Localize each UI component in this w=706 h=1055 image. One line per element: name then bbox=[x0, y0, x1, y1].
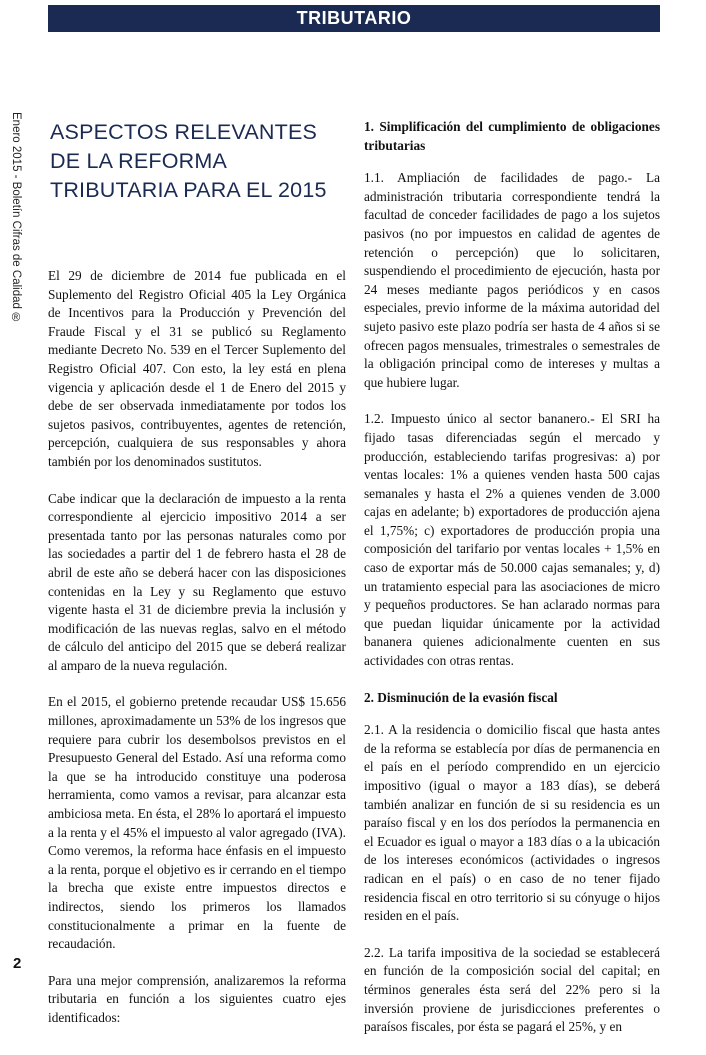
right-column bbox=[364, 118, 660, 1055]
section1-2-paragraph: 1.2. Impuesto único al sector bananero.- El SRI ha fijado tasas diferenciadas según el mercado y producción, estableciendo tarifas progresivas: a) por ventas locales: 1% a quienes venden hasta 500 cajas semanales y hasta el 2% a quienes venden de 3.000 cajas en adelante; b) exportadores de producción ajena el 1,75%; c) exportadores de producción propia una composición del tarifario por ventas locales + 1,5% en caso de exportar más de 50.000 cajas semanales; y, d) un tratamiento especial para las asociaciones de micro y pequeños productores. Se han aclarado normas para que puedan liquidar únicamente por la actividad bananera quienes adicionalmente cuenten en sus actividades con otras rentas. bbox=[364, 411, 660, 669]
section1-heading: 1. Simplificación del cumplimiento de obligaciones tributarias bbox=[364, 119, 660, 153]
axes-intro-paragraph: Para una mejor comprensión, analizaremos la reforma tributaria en función a los siguientes cuatro ejes identificados: bbox=[48, 972, 346, 1025]
page-number: 2 bbox=[13, 955, 22, 972]
article-title: ASPECTOS RELEVANTES DE LA REFORMA TRIBUTARIA PARA EL 2015 bbox=[50, 120, 327, 202]
intro-paragraph: El 29 de diciembre de 2014 fue publicada en el Suplemento del Registro Oficial 405 la Ley Orgánica de Incentivos para la Producción y Prevención del Fraude Fiscal y el 31 se publicó su Reglamento mediante Decreto No. 539 en el Tercer Suplemento del Registro Oficial 407. Con esto, la ley está en plena vigencia y aplicación desde el 1 de Enero del 2015 y debe de ser observada inmediatamente por todos los sujetos pasivos, contribuyentes, agentes de retención, percepción, cualquiera de sus responsables y ahora también por los denominados sustitutos. bbox=[48, 268, 346, 469]
left-column bbox=[48, 267, 346, 1046]
declaration-paragraph: Cabe indicar que la declaración de impuesto a la renta correspondiente al ejercicio impositivo 2014 a ser presentada tanto por las personas naturales como por las sociedades a partir del 1 de febrero hasta el 28 de abril de este año se deberá hacer con las disposiciones contenidas en la Ley y su Reglamento que estuvo vigente hasta el 31 de diciembre previa la inclusión y modificación de las nuevas reglas, salvo en el método de cálculo del anticipo del 2015 que se deberá realizar al amparo de la nueva regulación. bbox=[48, 490, 346, 673]
section1-1-paragraph: 1.1. Ampliación de facilidades de pago.- La administración tributaria correspondiente tendrá la facultad de conceder facilidades de pago a los sujetos pasivos (no por impuestos en calidad de agentes de retención o percepción) que lo solicitaren, suspendiendo el procedimiento de ejecución, hasta por 24 meses mediante pagos periódicos y en casos especiales, previo informe de la máxima autoridad del sujeto pasivo este plazo podría ser hasta de 4 años si se ofrecen pagos mensuales, trimestrales o semestrales de la obligación principal como de intereses y multas a que hubiere lugar. bbox=[364, 170, 660, 390]
section2-1-paragraph: 2.1. A la residencia o domicilio fiscal que hasta antes de la reforma se establecía por días de permanencia en el país en el período comprendido en un ejercicio impositivo (igual o mayor a 183 días), se deberá también analizar en función de si su residencia es un paraíso fiscal y en los dos períodos la permanencia en el Ecuador es igual o mayor a 183 días o a la ubicación de los intereses económicos (actividades o ingresos radican en el país) o en caso de no tener fijado residencia fiscal en otro territorio si su cónyuge o hijos residen en el país. bbox=[364, 722, 660, 924]
section2-2-paragraph: 2.2. La tarifa impositiva de la sociedad se establecerá en función de la composición social del capital; en términos generales ésta será del 22% pero si la inversión proviene de jurisdicciones preferentes o paraísos fiscales, por ésta se pagará el 25%, y en bbox=[364, 944, 660, 1035]
publication-sidebar-label: Enero 2015 - Boletín Cifras de Calidad ® bbox=[10, 112, 22, 325]
section-title: TRIBUTARIO bbox=[296, 8, 412, 28]
revenue-paragraph: En el 2015, el gobierno pretende recaudar US$ 15.656 millones, aproximadamente un 53% de los ingresos que requiere para cubrir los desembolsos previstos en el Presupuesto General del Estado. Así una reforma como la que se ha introducido constituye una poderosa herramienta, como vamos a revisar, para alcanzar esta ambiciosa meta. En ésta, el 28% lo aportará el impuesto a la renta y el 45% el impuesto al valor agregado (IVA). Como veremos, la reforma hace énfasis en el impuesto a la renta, porque el objetivo es ir cerrando en el tiempo la brecha que existe entre impuestos directos e indirectos, siendo los primeros los llamados constitucionalmente a primar en la fuente de recaudación. bbox=[48, 694, 346, 952]
section2-heading: 2. Disminución de la evasión fiscal bbox=[364, 689, 558, 705]
section-header-bar bbox=[48, 5, 660, 32]
